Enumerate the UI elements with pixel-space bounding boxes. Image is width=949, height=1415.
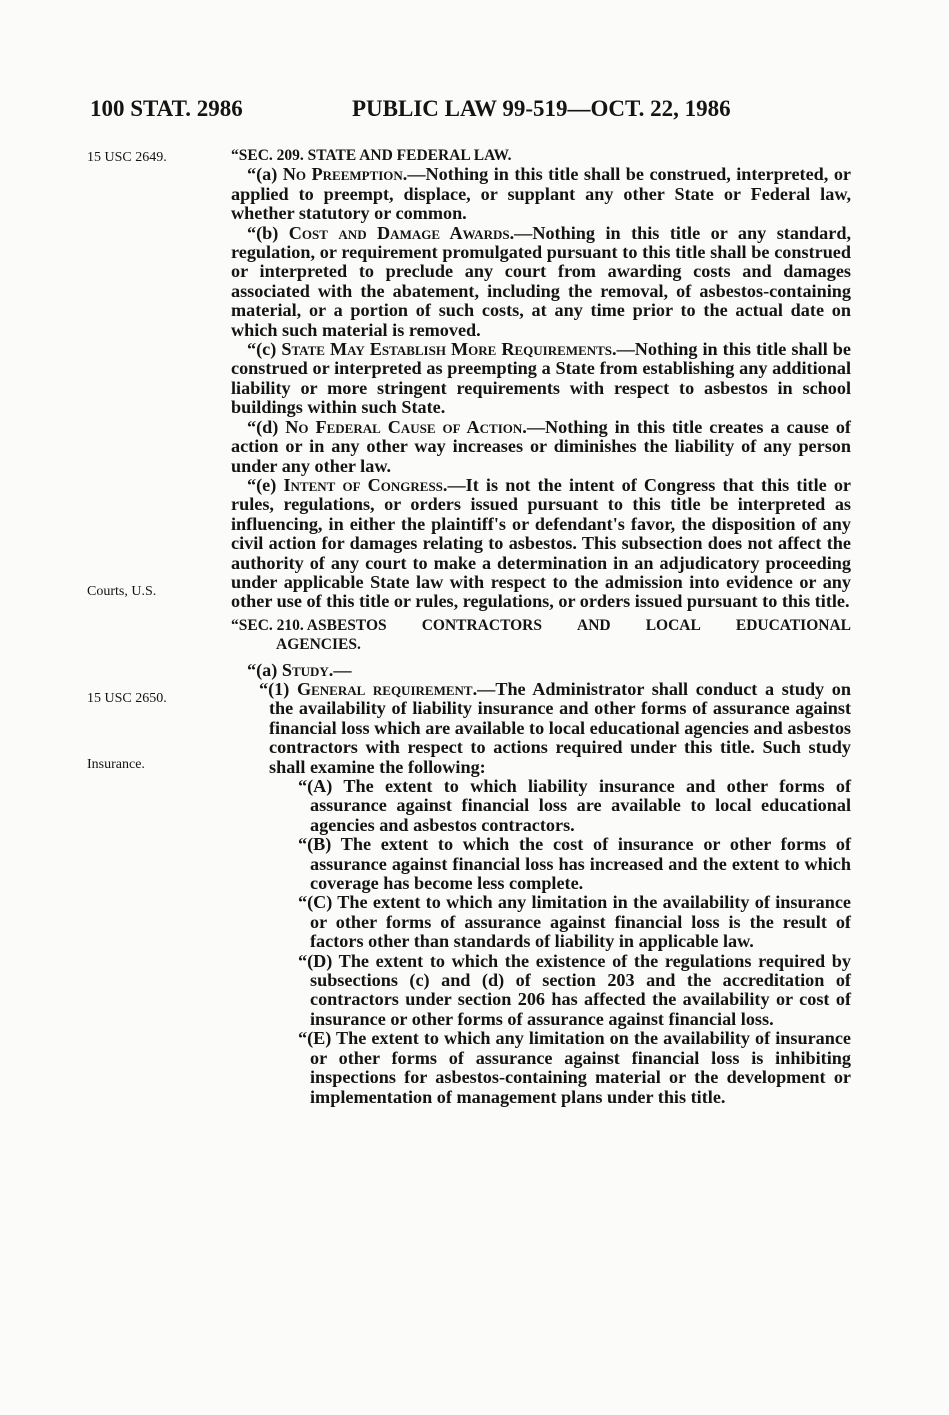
section-210-heading-continued: AGENCIES. (276, 636, 361, 654)
heading-word: LOCAL (645, 616, 701, 634)
heading-word: AND (577, 616, 611, 634)
subsection-caption: No Preemption. (282, 164, 408, 185)
heading-word: “SEC. 210. ASBESTOS (231, 616, 387, 634)
subsection-caption: Study. (281, 659, 334, 680)
subsection-label: “(e) (247, 474, 284, 495)
section-209-subsection-a (231, 165, 851, 223)
section-209-heading: “SEC. 209. STATE AND FEDERAL LAW. (231, 147, 512, 164)
subparagraph-c: “(C) The extent to which any limitation in the availability of insurance or other forms of assurance against financial loss is the result of factors other than standards of liability in applicable law. (298, 892, 851, 952)
paragraph-caption: General requirement. (296, 678, 478, 699)
subsection-label: “(c) (247, 339, 282, 360)
paragraph-text: —The Administrator shall conduct a study on the availability of liability insurance and other forms of assurance against financial loss which are available to local educational agencies and asbestos contractors with respect to actions required under this title. Such study shall examine the following: (269, 678, 851, 777)
subsection-label: “(b) (247, 222, 289, 243)
section-210-paragraph-1 (231, 680, 851, 777)
subsection-text: —Nothing in this title shall be construed or interpreted as preempting a State from establishing any additional liability or more stringent requirements with respect to asbestos in school buildings within such State. (231, 339, 851, 418)
subsection-text: —It is not the intent of Congress that this title or rules, regulations, or orders issued pursuant to this title be interpreted as influencing, in either the plaintiff's or defendant's favor, the disposition of any civil action for damages relating to asbestos. This subsection does not affect the authority of any court to make a determination in an adjudicatory proceeding under applicable State law with respect to the admission into evidence or any other use of this title or rules, regulations, or orders issued pursuant to this title. (231, 474, 852, 612)
subsection-caption: State May Establish More Requirements. (281, 339, 617, 360)
running-title: PUBLIC LAW 99-519—OCT. 22, 1986 (352, 96, 731, 121)
section-210-subsection-a (231, 661, 851, 680)
subsection-label: “(a) (247, 659, 282, 680)
margin-note-insurance: Insurance. (87, 757, 145, 772)
subsection-text: —Nothing in this title shall be construed, interpreted, or applied to preempt, displace, or supplant any other State or Federal law, whether statutory or common. (231, 164, 851, 224)
subsection-caption: Intent of Congress. (283, 474, 448, 495)
subparagraph-b: “(B) The extent to which the cost of insurance or other forms of assurance against financial loss has increased and the extent to which coverage has become less complete. (298, 834, 851, 894)
section-209-subsection-d (231, 418, 851, 476)
margin-note-usc-2649: 15 USC 2649. (87, 150, 167, 165)
statute-body (231, 146, 851, 1107)
section-209-subsection-b (231, 224, 851, 340)
subsection-label: “(a) (247, 164, 283, 185)
subsection-caption: No Federal Cause of Action. (285, 416, 527, 437)
section-209-subsection-c (231, 340, 851, 418)
subsection-label: “(d) (247, 416, 286, 437)
page-header (90, 96, 850, 126)
subparagraph-d: “(D) The extent to which the existence of the regulations required by subsections (c) and (d) of section 203 and the accreditation of contractors under section 206 has affected the availability or cost of insurance or other forms of assurance against financial loss. (298, 950, 851, 1029)
heading-word: CONTRACTORS (421, 616, 542, 634)
subparagraph-e: “(E) The extent to which any limitation on the availability of insurance or other forms of assurance against financial loss is inhibiting inspections for asbestos-containing material or the development or implementation of management plans under this title. (298, 1028, 851, 1107)
margin-note-courts: Courts, U.S. (87, 584, 157, 599)
subsection-text: —Nothing in this title creates a cause of action or in any other way increases or diminishes the liability of any person under any other law. (231, 416, 851, 476)
section-209-subsection-e (231, 476, 851, 612)
subparagraph-a: “(A) The extent to which liability insurance and other forms of assurance against financial loss are available to local educational agencies and asbestos contractors. (298, 776, 851, 835)
heading-word: EDUCATIONAL (735, 616, 851, 634)
subsection-dash: — (333, 659, 352, 680)
subsection-text: —Nothing in this title or any standard, regulation, or requirement promulgated pursuant to this title shall be construed or interpreted to preclude any court from awarding costs and damages associated with the abatement, including the removal, of asbestos-containing material, or a portion of such costs, at any time prior to the actual date on which such material is removed. (231, 222, 851, 340)
paragraph-label: “(1) (259, 678, 297, 699)
statute-page-number: 100 STAT. 2986 (90, 96, 243, 121)
section-210-heading (231, 616, 851, 635)
subsection-caption: Cost and Damage Awards. (288, 222, 515, 243)
margin-note-usc-2650: 15 USC 2650. (87, 691, 167, 706)
